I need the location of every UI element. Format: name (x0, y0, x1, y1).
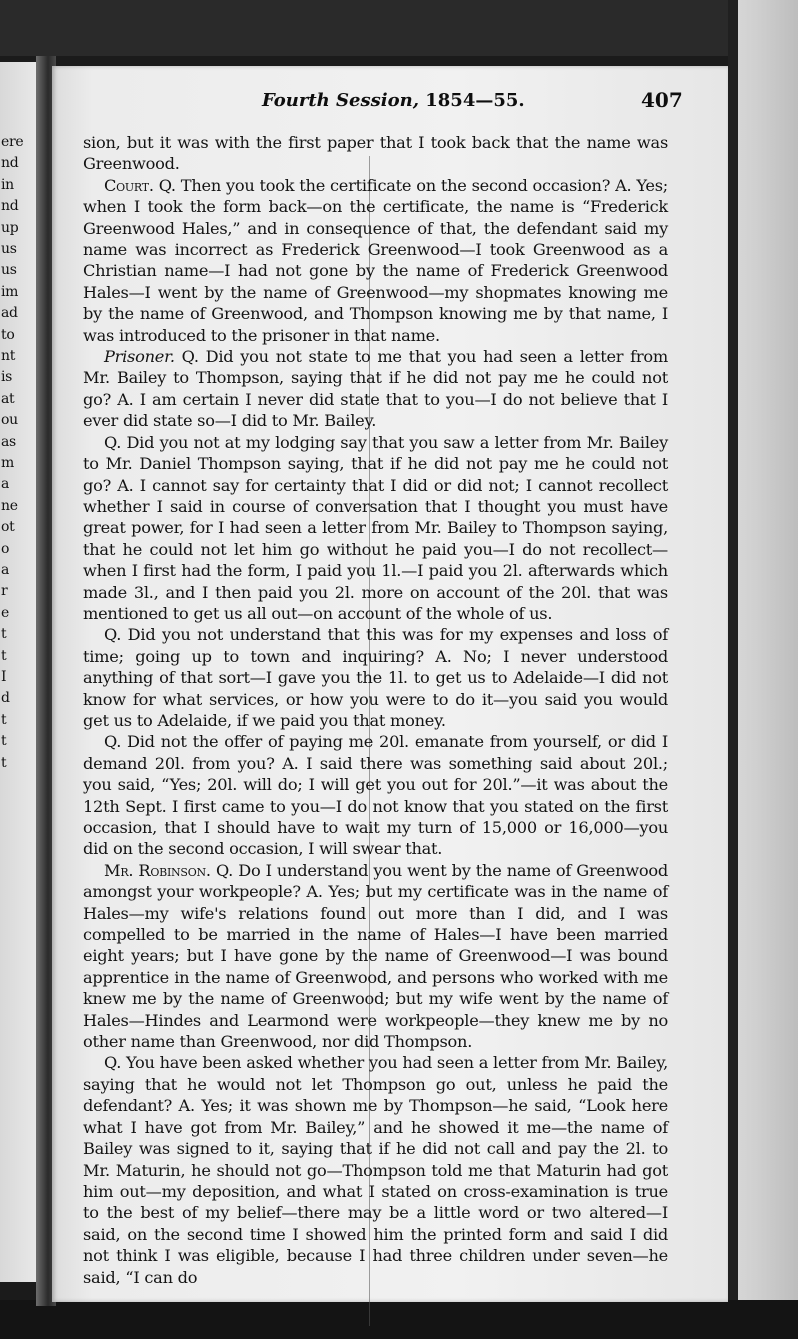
paragraph (83, 346, 668, 432)
previous-page-fragment: t (1, 647, 7, 664)
previous-page-fragment: ne (1, 497, 18, 514)
previous-page-fragment: nt (1, 348, 16, 364)
running-title: Fourth Session, (262, 90, 419, 111)
paragraph-text: Q. Did you not state to me that you had seen a letter from Mr. Bailey to Thompson, saying that if he did not pay me he could not go? A. I am certain I never did state that to you—I do not believe that I ever did state so—I did to Mr. Bailey. (83, 347, 668, 431)
scan-bottom-edge (0, 1300, 798, 1339)
paragraph-text: Q. Did you not understand that this was for my expenses and loss of time; going up to town and inquiring? A. No; I never understood anything of that sort—I gave you the 1l. to get us to Adelaide—I did not know for what services, or how you were to do it—you said you would get us to Adelaide, if we paid you that money. (83, 625, 668, 730)
previous-page-fragment: o (1, 540, 10, 557)
previous-page-fragment: e (1, 604, 9, 621)
speaker-label: Prisoner. (104, 347, 175, 367)
page-right-shadow (728, 0, 738, 1339)
paragraph (83, 132, 668, 175)
previous-page-fragment: ad (1, 305, 18, 322)
speaker-label: Court. (104, 175, 154, 195)
paragraph (83, 432, 668, 625)
paragraph-text: Q. Did not the offer of paying me 20l. emanate from yourself, or did I demand 20l. from you? A. I said there was something said about 20l.; you said, “Yes; 20l. will do; I will get you out for 20l.”—it was about the 12th Sept. I first came to you—I do not know that you stated on the first occasion, that I should have to wait my turn of 15,000 or 16,000—you did on the second occasion, I will swear that. (83, 732, 668, 859)
paragraph (83, 860, 668, 1053)
previous-page-fragment: us (1, 241, 17, 257)
previous-page-fragment: t (1, 711, 7, 728)
paragraph-text: Q. Do I understand you went by the name of Greenwood amongst your workpeople? A. Yes; but my certificate was in the name of Hales—my wife's relations found out more than I did, and I was compelled to be married in the name of Hales—I have been married eight years; but I have gone by the name of Greenwood—I was bound apprentice in the name of Greenwood, and persons who worked with me knew me by the name of Greenwood; but my wife went by the name of Hales—Hindes and Learmond were workpeople—they knew me by no other name than Greenwood, nor did Thompson. (83, 860, 669, 1052)
paragraph-text: sion, but it was with the first paper that I took back that the name was Greenwood. (83, 133, 668, 174)
paragraph-text: Q. Then you took the certificate on the second occasion? A. Yes; when I took the form back—on the certificate, the name is “Frederick Greenwood Hales,” and in consequence of that, the defendant said my name was incorrect as Frederick Greenwood—I took Greenwood as a Christian name—I had not gone by the name of Frederick Greenwood Hales—I went by the name of Greenwood—my shopmates knowing me by the name of Greenwood, and Thompson knowing me by that name, I was introduced to the prisoner in that name. (83, 175, 668, 345)
scan-top-edge (0, 0, 798, 56)
previous-page-fragment: up (1, 219, 19, 236)
previous-page-fragment: t (1, 733, 7, 750)
previous-page-fragment: in (1, 176, 14, 193)
previous-page-fragment: m (1, 455, 14, 471)
previous-page-fragment: r (1, 583, 8, 600)
previous-page-fragment: nd (1, 155, 19, 172)
body-text (83, 132, 668, 1288)
page-number: 407 (641, 88, 683, 112)
previous-page-fragment: ou (1, 412, 18, 429)
previous-page-fragment: is (1, 369, 13, 386)
previous-page-fragment: a (1, 476, 10, 493)
previous-page-fragment: d (1, 690, 10, 707)
previous-page-fragment: t (1, 626, 7, 643)
paragraph (83, 175, 668, 346)
previous-page-fragment: ot (1, 519, 15, 536)
previous-page-edge (0, 62, 36, 1282)
paragraph (83, 624, 668, 731)
previous-page-fragment: ere (1, 134, 24, 150)
paragraph-text: Q. You have been asked whether you had seen a letter from Mr. Bailey, saying that he would not let Thompson go out, unless he paid the defendant? A. Yes; it was shown me by Thompson—he said, “Look here what I have got from Mr. Bailey,” and he showed it me—the name of Bailey was signed to it, saying that if he did not call and pay the 2l. to Mr. Maturin, he should not go—Thompson told me that Maturin had got him out—my deposition, and what I stated on cross-examination is true to the best of my belief—there may be a little word or two altered—I said, on the second time I showed him the printed form and said I did not think I was eligible, because I had three children under seven—he said, “I can do (83, 1053, 668, 1287)
scan-right-margin (730, 0, 798, 1339)
previous-page-fragment: I (1, 669, 7, 685)
previous-page-fragment: im (1, 283, 19, 300)
previous-page-fragment: t (1, 754, 7, 771)
previous-page-fragment: as (1, 433, 16, 450)
paragraph-text: Q. Did you not at my lodging say that you saw a letter from Mr. Bailey to Mr. Daniel Thompson saying, that if he did not pay me he could not go? A. I cannot say for certainty that I did or did not; I cannot recollect whether I said in course of conversation that I thought you must have great power, for I had seen a letter from Mr. Bailey to Thompson saying, that he could not let him go without he paid you—I do not recollect—when I first had the form, I paid you 1l.—I paid you 2l. afterwards which made 3l., and I then paid you 2l. more on account of the 20l. that was mentioned to get us all out—on account of the whole of us. (83, 432, 668, 623)
running-header (262, 90, 525, 111)
previous-page-fragment: to (1, 326, 15, 343)
previous-page-fragment: at (1, 390, 15, 407)
previous-page-fragment: nd (1, 198, 19, 215)
previous-page-fragment: a (1, 562, 10, 578)
session-years: 1854—55. (425, 90, 525, 111)
paragraph (83, 731, 668, 859)
paragraph (83, 1052, 668, 1287)
previous-page-fragment: us (1, 262, 17, 279)
speaker-label: Mr. Robinson. (104, 860, 211, 880)
